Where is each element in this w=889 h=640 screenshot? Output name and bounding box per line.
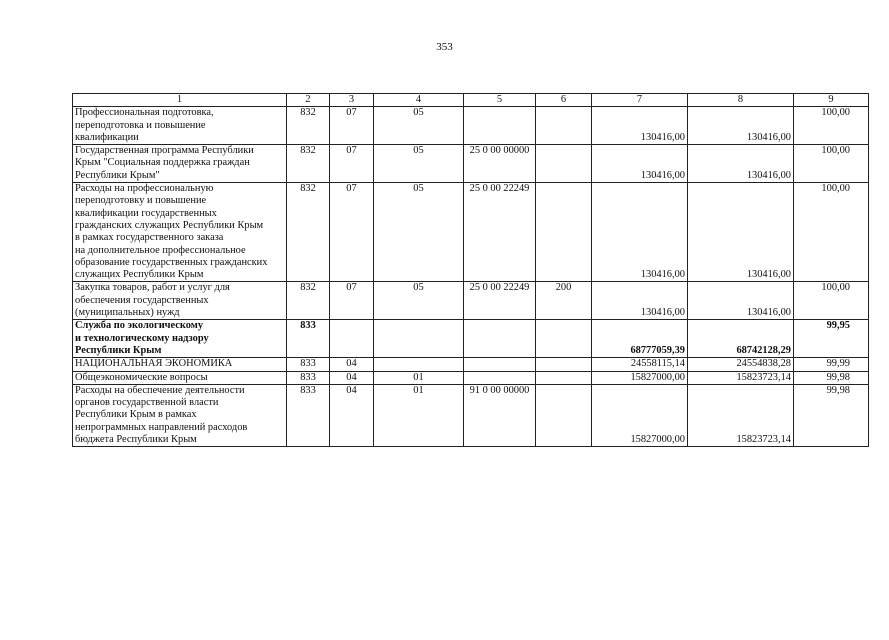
row-name: Закупка товаров, работ и услуг для обеспечения государственных (муниципальных) нужд <box>73 282 287 320</box>
target-article-code: 91 0 00 00000 <box>464 384 536 446</box>
subsection-code: 05 <box>374 183 464 282</box>
budget-table <box>72 93 869 447</box>
row-name: Расходы на профессиональную переподготовку и повышение квалификации государственных гражданских служащих Республики Крым в рамках государственного заказа на дополнительное профессиональное образование государственных гражданских служащих Республики Крым <box>73 183 287 282</box>
planned-amount: 130416,00 <box>592 183 688 282</box>
target-article-code: 25 0 00 22249 <box>464 183 536 282</box>
expense-type-code <box>536 384 592 446</box>
section-code: 07 <box>330 145 374 183</box>
expense-type-code: 200 <box>536 282 592 320</box>
subsection-code <box>374 320 464 358</box>
executed-amount: 130416,00 <box>688 183 794 282</box>
executed-amount: 130416,00 <box>688 107 794 145</box>
table-row <box>73 320 869 358</box>
table-row <box>73 384 869 446</box>
subsection-code: 01 <box>374 384 464 446</box>
section-code: 04 <box>330 358 374 371</box>
column-header: 2 <box>287 94 330 107</box>
expense-type-code <box>536 107 592 145</box>
table-row <box>73 183 869 282</box>
table-row <box>73 107 869 145</box>
section-code: 04 <box>330 371 374 384</box>
execution-percent: 100,00 <box>794 183 869 282</box>
executed-amount: 68742128,29 <box>688 320 794 358</box>
planned-amount: 24558115,14 <box>592 358 688 371</box>
section-code: 04 <box>330 384 374 446</box>
department-code: 833 <box>287 384 330 446</box>
subsection-code: 05 <box>374 107 464 145</box>
target-article-code <box>464 371 536 384</box>
planned-amount: 68777059,39 <box>592 320 688 358</box>
column-header: 5 <box>464 94 536 107</box>
row-name: Служба по экологическому и технологическому надзору Республики Крым <box>73 320 287 358</box>
row-name: Расходы на обеспечение деятельности органов государственной власти Республики Крым в рамках непрограммных направлений расходов бюджета Республики Крым <box>73 384 287 446</box>
row-name: Общеэкономические вопросы <box>73 371 287 384</box>
target-article-code: 25 0 00 00000 <box>464 145 536 183</box>
executed-amount: 15823723,14 <box>688 371 794 384</box>
expense-type-code <box>536 320 592 358</box>
target-article-code <box>464 358 536 371</box>
subsection-code: 05 <box>374 282 464 320</box>
expense-type-code <box>536 145 592 183</box>
department-code: 833 <box>287 371 330 384</box>
section-code: 07 <box>330 282 374 320</box>
department-code: 833 <box>287 320 330 358</box>
department-code: 832 <box>287 183 330 282</box>
department-code: 832 <box>287 282 330 320</box>
execution-percent: 99,95 <box>794 320 869 358</box>
expense-type-code <box>536 358 592 371</box>
planned-amount: 130416,00 <box>592 145 688 183</box>
column-header: 9 <box>794 94 869 107</box>
target-article-code: 25 0 00 22249 <box>464 282 536 320</box>
section-code: 07 <box>330 107 374 145</box>
target-article-code <box>464 107 536 145</box>
expense-type-code <box>536 183 592 282</box>
execution-percent: 100,00 <box>794 107 869 145</box>
executed-amount: 24554838,28 <box>688 358 794 371</box>
table-row <box>73 282 869 320</box>
column-header: 7 <box>592 94 688 107</box>
column-header: 4 <box>374 94 464 107</box>
execution-percent: 100,00 <box>794 282 869 320</box>
column-header: 6 <box>536 94 592 107</box>
execution-percent: 99,99 <box>794 358 869 371</box>
department-code: 832 <box>287 145 330 183</box>
subsection-code: 05 <box>374 145 464 183</box>
execution-percent: 100,00 <box>794 145 869 183</box>
planned-amount: 15827000,00 <box>592 371 688 384</box>
section-code <box>330 320 374 358</box>
column-header: 8 <box>688 94 794 107</box>
execution-percent: 99,98 <box>794 384 869 446</box>
section-code: 07 <box>330 183 374 282</box>
planned-amount: 15827000,00 <box>592 384 688 446</box>
planned-amount: 130416,00 <box>592 107 688 145</box>
column-header: 1 <box>73 94 287 107</box>
department-code: 832 <box>287 107 330 145</box>
row-name: НАЦИОНАЛЬНАЯ ЭКОНОМИКА <box>73 358 287 371</box>
row-name: Профессиональная подготовка, переподготовка и повышение квалификации <box>73 107 287 145</box>
table-row <box>73 145 869 183</box>
executed-amount: 130416,00 <box>688 145 794 183</box>
table-row <box>73 371 869 384</box>
department-code: 833 <box>287 358 330 371</box>
execution-percent: 99,98 <box>794 371 869 384</box>
page-number: 353 <box>436 41 453 53</box>
table-header-row <box>73 94 869 107</box>
expense-type-code <box>536 371 592 384</box>
subsection-code <box>374 358 464 371</box>
planned-amount: 130416,00 <box>592 282 688 320</box>
executed-amount: 130416,00 <box>688 282 794 320</box>
subsection-code: 01 <box>374 371 464 384</box>
column-header: 3 <box>330 94 374 107</box>
table-row <box>73 358 869 371</box>
executed-amount: 15823723,14 <box>688 384 794 446</box>
target-article-code <box>464 320 536 358</box>
row-name: Государственная программа Республики Крым "Социальная поддержка граждан Республики Крым" <box>73 145 287 183</box>
